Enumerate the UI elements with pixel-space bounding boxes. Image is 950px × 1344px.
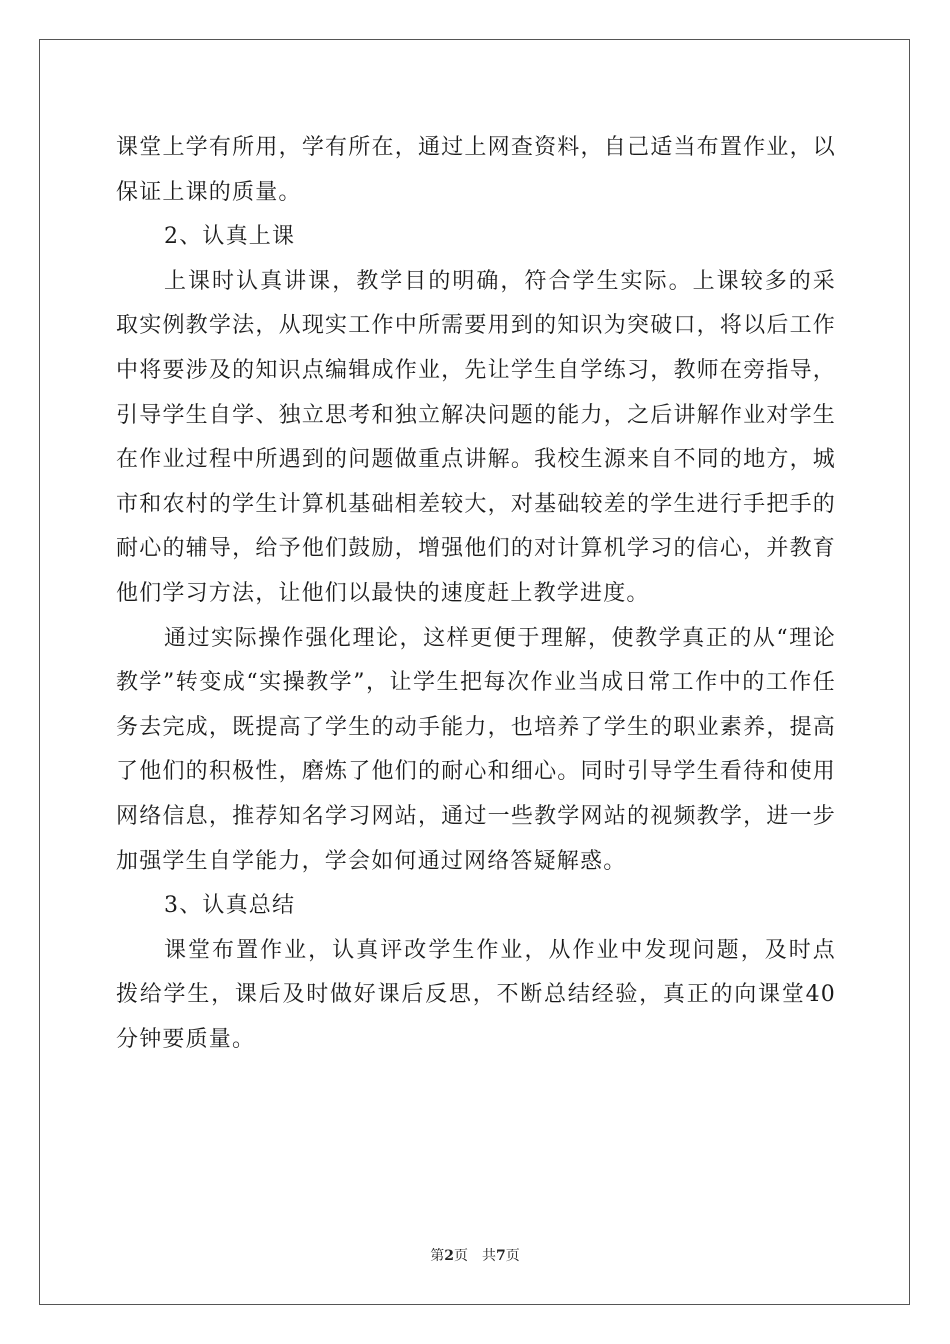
- paragraph: 课堂上学有所用，学有所在，通过上网查资料，自己适当布置作业，以保证上课的质量。: [116, 135, 836, 205]
- paragraph: 上课时认真讲课，教学目的明确，符合学生实际。上课较多的采取实例教学法，从现实工作中所需要用到的知识为突破口，将以后工作中将要涉及的知识点编辑成作业，先让学生自学练习，教师在旁指导，引导学生自学、独立思考和独立解决问题的能力，之后讲解作业对学生在作业过程中所遇到的问题做重点讲解。我校生源来自不同的地方，城市和农村的学生计算机基础相差较大，对基础较差的学生进行手把手的耐心的辅导，给予他们鼓励，增强他们的对计算机学习的信心，并教育他们学习方法，让他们以最快的速度赶上教学进度。: [116, 268, 836, 606]
- paragraph: 通过实际操作强化理论，这样更便于理解，使教学真正的从“理论教学”转变成“实操教学”，让学生把每次作业当成日常工作中的工作任务去完成，既提高了学生的动手能力，也培养了学生的职业素养，提高了他们的积极性，磨炼了他们的耐心和细心。同时引导学生看待和使用网络信息，推荐知名学习网站，通过一些教学网站的视频教学，进一步加强学生自学能力，学会如何通过网络答疑解惑。: [116, 625, 836, 874]
- total-suffix: 页: [505, 1248, 520, 1264]
- total-prefix: 共: [482, 1248, 496, 1264]
- section-heading: 2、认真上课: [164, 224, 296, 250]
- page-prefix: 第: [430, 1248, 445, 1264]
- section-heading: 3、认真总结: [164, 893, 296, 919]
- document-body: [116, 126, 836, 1062]
- paragraph: 课堂布置作业，认真评改学生作业，从作业中发现问题，及时点拨给学生，课后及时做好课后反思，不断总结经验，真正的向课堂40分钟要质量。: [116, 937, 836, 1052]
- page-suffix: 页: [454, 1248, 468, 1264]
- total-pages: 7: [496, 1248, 506, 1264]
- page-footer: [0, 1246, 950, 1266]
- page-number: 2: [444, 1248, 454, 1264]
